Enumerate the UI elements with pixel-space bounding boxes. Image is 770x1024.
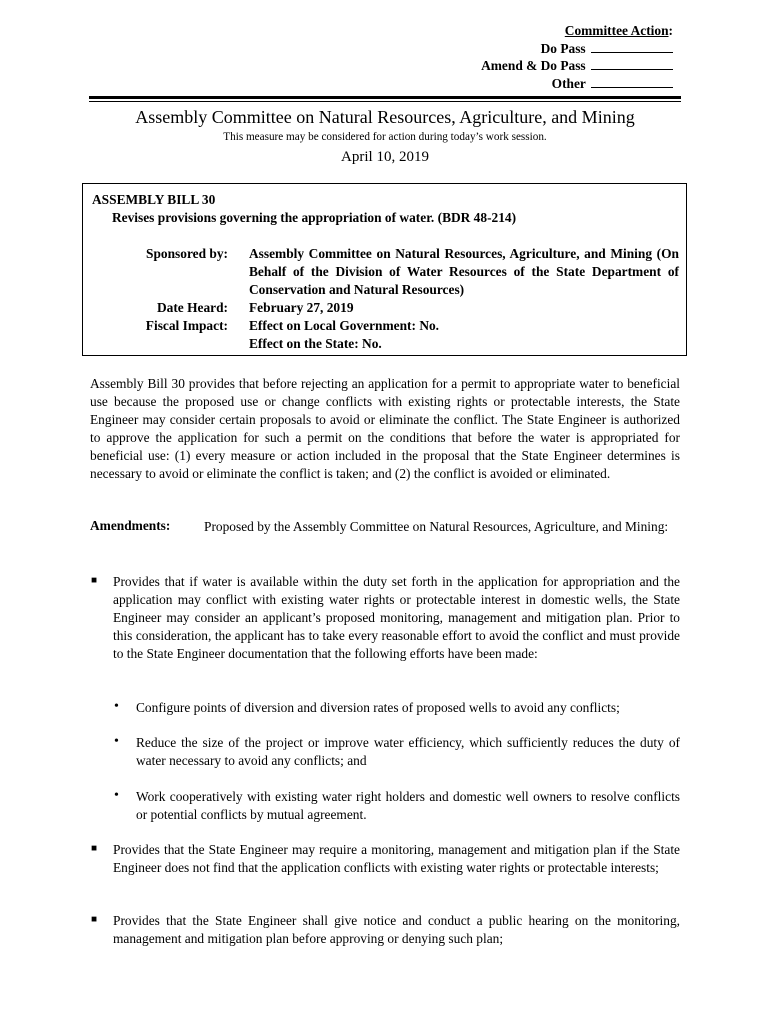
- amendment-item: Provides that the State Engineer shall give notice and conduct a public hearing on the monitoring, management and mitigation plan before approving or denying such plan;: [113, 913, 680, 946]
- amendment-item: Provides that if water is available within the duty set forth in the application for appropriation and the application may conflict with existing water rights or protectable interest in domestic wells, the State Engineer may consider an applicant’s proposed monitoring, management and mitigation plan. Prior to this consideration, the applicant has to take every reasonable effort to avoid the conflict and must provide to the State Engineer documentation that the following efforts have been made:: [113, 574, 680, 661]
- sponsor-label: Sponsored by:: [146, 246, 228, 261]
- committee-title: Assembly Committee on Natural Resources, Agriculture, and Mining: [135, 107, 635, 127]
- fiscal-state-value: Effect on the State: No.: [249, 336, 382, 351]
- header-divider-thin: [89, 101, 681, 102]
- blank-line: [591, 76, 673, 88]
- square-bullet-icon: ■: [91, 575, 98, 586]
- amendment-item: Provides that the State Engineer may require a monitoring, management and mitigation plan if the State Engineer does not find that the application conflicts with existing water rights or protectable interests;: [113, 842, 680, 875]
- square-bullet-icon: ■: [91, 843, 98, 854]
- sponsor-value: Assembly Committee on Natural Resources, Agriculture, and Mining (On Behalf of the Division of Water Resources of the State Department of Conservation and Natural Resources): [249, 246, 679, 297]
- round-bullet-icon: •: [114, 699, 119, 714]
- amendments-label: Amendments:: [90, 518, 171, 533]
- action-do-pass: Do Pass: [481, 40, 673, 58]
- date-heard-value: February 27, 2019: [249, 300, 354, 315]
- blank-line: [591, 58, 673, 70]
- amendment-subitem: Configure points of diversion and diversion rates of proposed wells to avoid any conflicts;: [136, 700, 620, 715]
- round-bullet-icon: •: [114, 734, 119, 749]
- bill-info-box: [82, 183, 687, 356]
- bill-summary: Assembly Bill 30 provides that before rejecting an application for a permit to appropriate water to beneficial use because the proposed use or change conflicts with existing rights or protectable interests, the State Engineer may consider certain proposals to avoid or eliminate the conflict. The State Engineer is authorized to approve the application for such a permit on the conditions that before the water is appropriated for beneficial use: (1) every measure or action included in the proposal that the State Engineer determines is necessary to avoid or eliminate the conflict is taken; and (2) the conflict is avoided or eliminated.: [90, 376, 680, 481]
- meeting-date: April 10, 2019: [341, 149, 429, 165]
- header-divider-thick: [89, 96, 681, 99]
- round-bullet-icon: •: [114, 788, 119, 803]
- amendment-subitem: Reduce the size of the project or improve water efficiency, which sufficiently reduces the duty of water necessary to avoid any conflicts; and: [136, 735, 680, 768]
- amendment-subitem: Work cooperatively with existing water right holders and domestic well owners to resolve conflicts or potential conflicts by mutual agreement.: [136, 789, 680, 822]
- committee-action-title: Committee Action :: [481, 22, 673, 40]
- bill-title: ASSEMBLY BILL 30: [92, 192, 216, 207]
- amendments-intro: Proposed by the Assembly Committee on Natural Resources, Agriculture, and Mining:: [204, 519, 669, 534]
- bill-subtitle: Revises provisions governing the appropriation of water. (BDR 48-214): [112, 210, 517, 225]
- date-heard-label: Date Heard:: [156, 300, 228, 315]
- work-session-notice: This measure may be considered for action during today’s work session.: [223, 131, 547, 143]
- blank-line: [591, 41, 673, 53]
- action-other: Other: [481, 75, 673, 93]
- square-bullet-icon: ■: [91, 914, 98, 925]
- committee-action-block: [481, 22, 673, 92]
- fiscal-local-value: Effect on Local Government: No.: [249, 318, 440, 333]
- action-amend-do-pass: Amend & Do Pass: [481, 57, 673, 75]
- fiscal-impact-label: Fiscal Impact:: [145, 318, 228, 333]
